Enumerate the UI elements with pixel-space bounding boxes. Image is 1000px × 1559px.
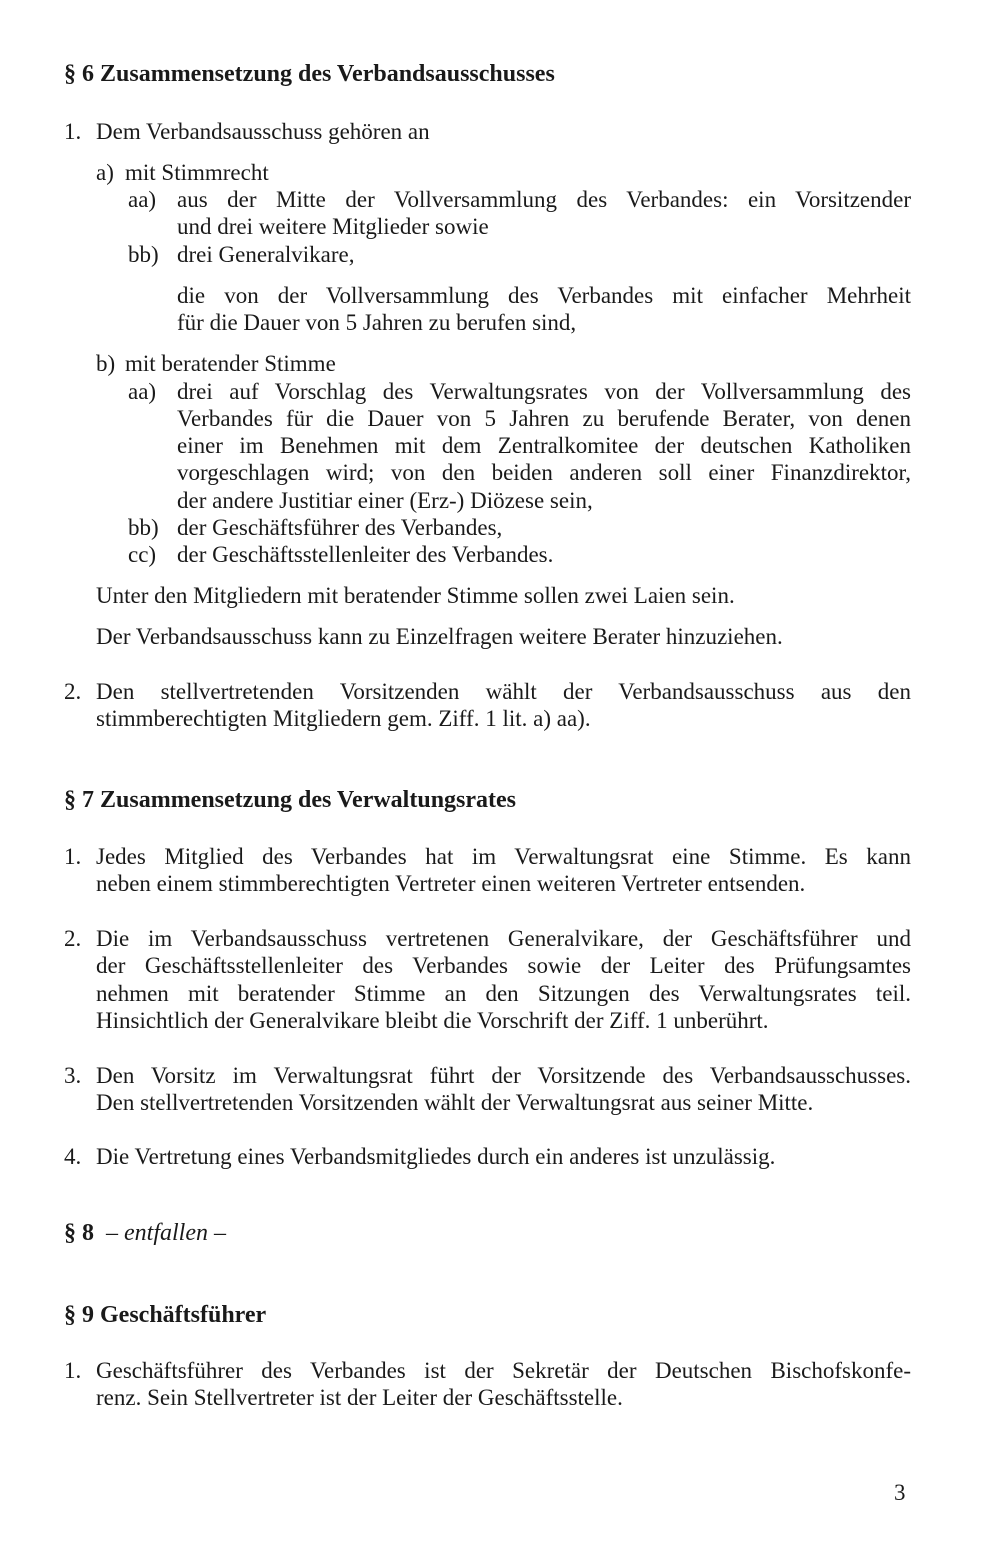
section-8-heading	[64, 1220, 226, 1247]
s6-1b-aa-line-2: Verbandes für die Dauer von 5 Jahren zu berufende Berater, von denen	[177, 406, 911, 431]
section-7-heading: § 7 Zusammensetzung des Verwaltungsrates	[64, 787, 517, 813]
s6-1b-label: b)	[96, 351, 116, 376]
s7-item-2-number: 2.	[64, 926, 82, 951]
section-9-heading: § 9 Geschäftsführer	[64, 1302, 267, 1328]
s9-item-1-line-2: renz. Sein Stellvertreter ist der Leiter der Geschäftsstelle.	[96, 1385, 623, 1410]
s7-item-3-line-1: Den Vorsitz im Verwaltungsrat führt der Vorsitzende des Verbandsausschusses.	[96, 1063, 911, 1088]
s7-item-2-line-2: der Geschäftsstellenleiter des Verbandes sowie der Leiter des Prüfungsamtes	[96, 953, 911, 978]
s6-1b-aa-line-3: einer im Benehmen mit dem Zentralkomitee der deutschen Katholiken	[177, 433, 911, 458]
s6-1b-bb-text: der Geschäftsführer des Verbandes,	[177, 515, 503, 540]
s6-item-2-line-2: stimmberechtigten Mitgliedern gem. Ziff. 1 lit. a) aa).	[96, 706, 591, 731]
s7-item-4-text: Die Vertretung eines Verbandsmitgliedes durch ein anderes ist unzulässig.	[96, 1144, 776, 1169]
s6-1a-aa-label: aa)	[128, 187, 157, 212]
s6-1a-bb-text: drei Generalvikare,	[177, 242, 355, 267]
s6-1b-aa-label: aa)	[128, 379, 157, 404]
s6-1b-text: mit beratender Stimme	[125, 351, 336, 376]
s9-item-1-line-1: Geschäftsführer des Verbandes ist der Sekretär der Deutschen Bischofskonfe-	[96, 1358, 911, 1383]
section-8-note: – entfallen –	[106, 1220, 226, 1246]
s6-1b-aa-line-5: der andere Justitiar einer (Erz-) Diözese sein,	[177, 488, 593, 513]
s7-item-2-line-1: Die im Verbandsausschuss vertretenen Generalvikare, der Geschäftsführer und	[96, 926, 911, 951]
s7-item-3-number: 3.	[64, 1063, 82, 1088]
s6-item-1-number: 1.	[64, 119, 82, 144]
s6-1b-cc-text: der Geschäftsstellenleiter des Verbandes.	[177, 542, 554, 567]
s7-item-2-line-4: Hinsichtlich der Generalvikare bleibt die Vorschrift der Ziff. 1 unberührt.	[96, 1008, 769, 1033]
s6-item-1-text: Dem Verbandsausschuss gehören an	[96, 119, 430, 144]
s6-1b-cc-label: cc)	[128, 542, 157, 567]
s6-1a-aa-line-2: und drei weitere Mitglieder sowie	[177, 214, 489, 239]
s7-item-1-line-2: neben einem stimmberechtigten Vertreter einen weiteren Vertreter entsenden.	[96, 871, 806, 896]
page-number: 3	[894, 1480, 906, 1505]
s6-1-paragraph-1: Unter den Mitgliedern mit beratender Stimme sollen zwei Laien sein.	[96, 583, 735, 608]
section-6-heading: § 6 Zusammensetzung des Verbandsausschusses	[64, 61, 555, 87]
s6-item-2-line-1: Den stellvertretenden Vorsitzenden wählt der Verbandsausschuss aus den	[96, 679, 911, 704]
section-8-number: § 8	[64, 1220, 94, 1246]
s7-item-3-line-2: Den stellvertretenden Vorsitzenden wählt der Verwaltungsrat aus seiner Mitte.	[96, 1090, 814, 1115]
s6-1b-aa-line-1: drei auf Vorschlag des Verwaltungsrates von der Vollversammlung des	[177, 379, 911, 404]
s6-1a-label: a)	[96, 160, 114, 185]
s6-1a-note-line-1: die von der Vollversammlung des Verbandes mit einfacher Mehrheit	[177, 283, 911, 308]
s6-1b-aa-line-4: vorgeschlagen wird; von den beiden anderen soll einer Finanzdirektor,	[177, 460, 911, 485]
s6-1a-aa-line-1: aus der Mitte der Vollversammlung des Verbandes: ein Vorsitzender	[177, 187, 911, 212]
s6-1b-bb-label: bb)	[128, 515, 159, 540]
s9-item-1-number: 1.	[64, 1358, 82, 1383]
s7-item-4-number: 4.	[64, 1144, 82, 1169]
s6-1a-text: mit Stimmrecht	[125, 160, 269, 185]
s6-item-2-number: 2.	[64, 679, 82, 704]
s7-item-2-line-3: nehmen mit beratender Stimme an den Sitzungen des Verwaltungsrates teil.	[96, 981, 911, 1006]
s6-1a-bb-label: bb)	[128, 242, 159, 267]
s6-1-paragraph-2: Der Verbandsausschuss kann zu Einzelfragen weitere Berater hinzuziehen.	[96, 624, 783, 649]
s6-1a-note-line-2: für die Dauer von 5 Jahren zu berufen sind,	[177, 310, 577, 335]
s7-item-1-line-1: Jedes Mitglied des Verbandes hat im Verwaltungsrat eine Stimme. Es kann	[96, 844, 911, 869]
s7-item-1-number: 1.	[64, 844, 82, 869]
